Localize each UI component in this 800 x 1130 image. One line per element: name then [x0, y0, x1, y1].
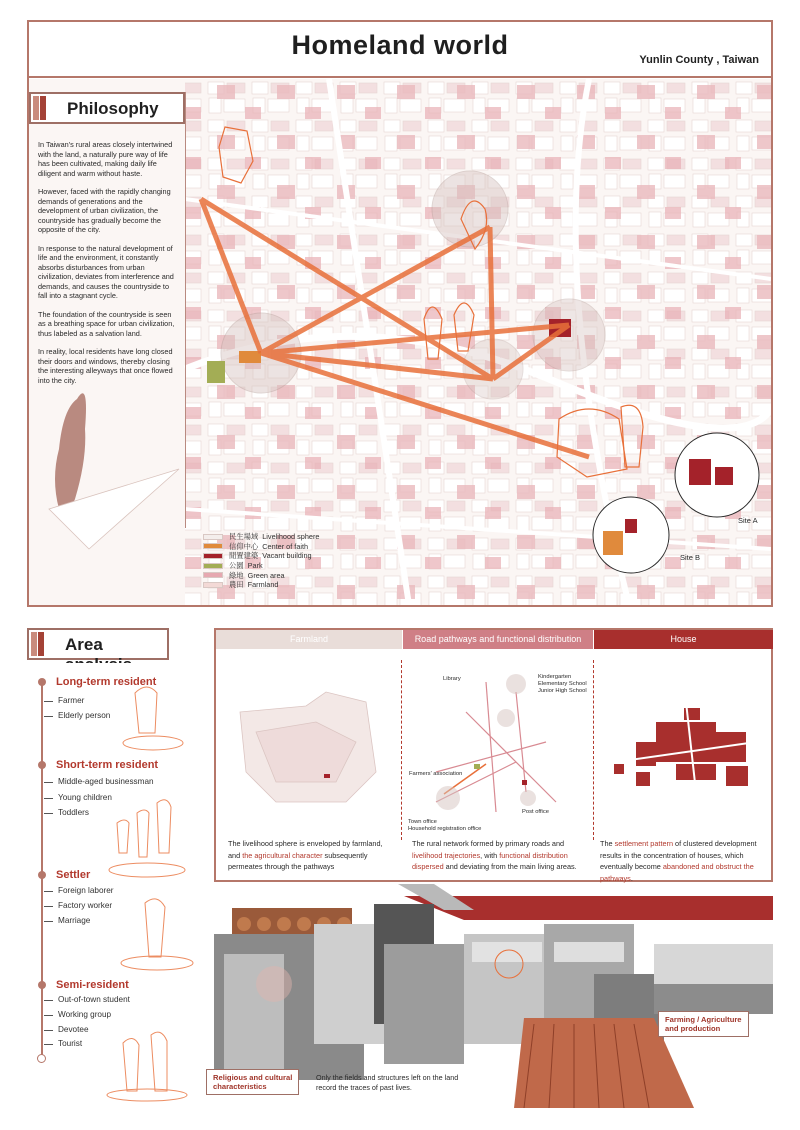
group-marker: [38, 871, 46, 879]
column-maps: [216, 652, 771, 852]
resident-types-panel: [27, 663, 205, 1108]
legend-item: 民生場域 Livelihood sphere: [203, 532, 319, 542]
philosophy-divider: [185, 92, 186, 528]
legend-swatch: [203, 572, 223, 578]
legend-swatch: [203, 534, 223, 540]
map-label-library: Library: [443, 676, 461, 682]
legend-swatch: [203, 563, 223, 569]
legend-item: 綠地 Green area: [203, 570, 319, 580]
road-description: The rural network formed by primary roads and livelihood trajectories, with functional distribution dispersed and deviating from the main living areas.: [412, 839, 577, 871]
legend-item: 閒置建築 Vacant building: [203, 551, 319, 561]
philosophy-title: Philosophy: [67, 99, 159, 118]
group-title: Settler: [56, 869, 91, 881]
philosophy-paragraph: However, faced with the rapidly changing demands of generations and the development of urban civilization, the countryside has gradually become the opposite of the city.: [38, 187, 171, 234]
legend-swatch: [203, 543, 223, 549]
group-item: Young children: [58, 793, 112, 802]
area-analysis-title: Area: [65, 635, 103, 654]
group-marker: [38, 678, 46, 686]
farmland-description: The livelihood sphere is enveloped by farmland, and the agricultural character subsequently permeates through the pathways: [228, 839, 383, 871]
group-item: Tourist: [58, 1039, 83, 1048]
house-description: The settlement pattern of clustered development results in the concentration of houses, which eventually become abandoned and obstruct the pathways.: [600, 839, 757, 883]
column-title-road: Road pathways and functional distribution: [403, 630, 593, 649]
title-bar: [27, 20, 773, 78]
group-item: Devotee: [58, 1025, 89, 1034]
group-item: Middle-aged businessman: [58, 777, 154, 786]
group-marker: [38, 981, 46, 989]
timeline-end-marker: [37, 1054, 46, 1063]
site-a-label: Site A: [738, 516, 758, 525]
legend-swatch: [203, 582, 223, 588]
philosophy-paragraph: The foundation of the countryside is seen as a breathing space for urban civilization, thus labeled as a salvation land.: [38, 309, 175, 338]
timeline-line: [41, 680, 43, 1058]
map-legend: [203, 532, 319, 590]
map-label-schools: Kindergarten Elementary School Junior High School: [538, 674, 587, 694]
legend-item: 信仰中心 Center of faith: [203, 542, 319, 552]
philosophy-header: [29, 92, 185, 124]
site-b-label: Site B: [680, 553, 701, 562]
section-tab-marks: [31, 94, 49, 122]
map-label-post-office: Post office: [522, 809, 549, 815]
map-label-town-office: Town office Household registration office: [408, 819, 482, 832]
group-item: Out-of-town student: [58, 995, 130, 1004]
group-item: Elderly person: [58, 711, 111, 720]
farming-tag: Farming / Agriculture and production: [658, 1011, 749, 1037]
philosophy-text: [38, 140, 178, 394]
group-item: Toddlers: [58, 808, 89, 817]
religion-tag: Religious and cultural characteristics: [206, 1069, 299, 1095]
collage-caption: Only the fields and structures left on the land record the traces of past lives.: [316, 1073, 459, 1092]
philosophy-paragraph: In reality, local residents have long closed their doors and windows, thereby closing the interesting alleyways that once flowed into the city.: [38, 347, 173, 385]
legend-item: 農田 Farmland: [203, 580, 319, 590]
legend-swatch: [203, 553, 223, 559]
group-item: Working group: [58, 1010, 112, 1019]
map-label-farmers-association: Farmers' association: [409, 771, 463, 777]
location-label: Yunlin County , Taiwan: [639, 54, 759, 66]
group-item: Factory worker: [58, 901, 113, 910]
legend-item: 公園 Park: [203, 561, 319, 571]
group-title: Short-term resident: [56, 759, 159, 771]
philosophy-paragraph: In Taiwan's rural areas closely intertwined with the land, a naturally pure way of life has been cultivated, making daily life diligent and warm without haste.: [38, 140, 173, 178]
section-tab-marks: [29, 630, 47, 658]
group-title: Long-term resident: [56, 676, 157, 688]
column-title-house: House: [594, 630, 773, 649]
group-item: Farmer: [58, 696, 85, 705]
column-title-farmland: Farmland: [216, 630, 402, 649]
page-title: Homeland world: [291, 30, 509, 60]
philosophy-paragraph: In response to the natural development of life and the environment, it constantly absorbs disturbances from urban civilization, deviates from interference and demands, and causes the countryside to fall into a stagnant cycle.: [38, 243, 174, 300]
group-item: Foreign laborer: [58, 886, 114, 895]
area-analysis-header: [27, 628, 169, 660]
group-title: Semi-resident: [56, 979, 129, 991]
group-marker: [38, 761, 46, 769]
resident-figures: [27, 663, 205, 1108]
group-item: Marriage: [58, 916, 91, 925]
